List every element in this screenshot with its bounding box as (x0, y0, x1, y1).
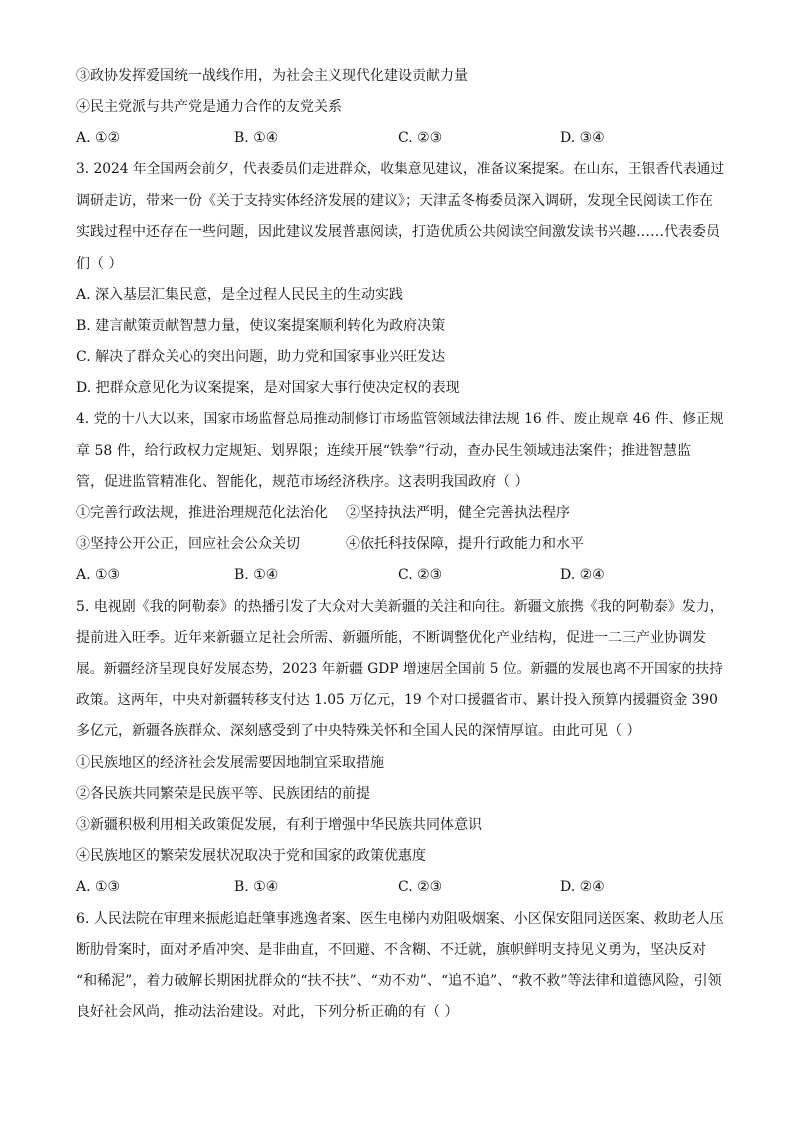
q4-items-row-1 (76, 503, 726, 523)
q4-option-d[interactable]: D. ②④ (560, 567, 605, 583)
q4-item-3: ③坚持公开公正，回应社会公众关切 (76, 536, 300, 552)
q5-item-1: ①民族地区的经济社会发展需要因地制宜采取措施 (76, 755, 384, 771)
q3-option-c[interactable]: C. 解决了群众关心的突出问题，助力党和国家事业兴旺发达 (76, 349, 446, 365)
q4-options (76, 565, 726, 585)
q6-stem-line-4: 良好社会风尚，推动法治建设。对此，下列分析正确的有（ ） (76, 1004, 459, 1020)
q5-item-4: ④民族地区的繁荣发展状况取决于党和国家的政策优惠度 (76, 848, 426, 864)
q4-stem-line-2: 章 58 件，给行政权力定规矩、划界限；连续开展“铁拳”行动，查办民生领域违法案件；推进智慧监 (76, 443, 692, 459)
q4-option-a[interactable]: A. ①③ (76, 567, 121, 583)
q5-item-3: ③新疆积极利用相关政策促发展，有利于增强中华民族共同体意识 (76, 817, 482, 833)
q5-option-a[interactable]: A. ①③ (76, 879, 121, 895)
q2-option-a[interactable]: A. ①② (76, 130, 121, 146)
q3-option-d[interactable]: D. 把群众意见化为议案提案，是对国家大事行使决定权的表现 (76, 380, 460, 396)
q3-option-b[interactable]: B. 建言献策贡献智慧力量，使议案提案顺利转化为政府决策 (76, 318, 446, 334)
q2-option-c[interactable]: C. ②③ (398, 130, 443, 146)
q5-stem-line-5: 多亿元，新疆各族群众、深刻感受到了中央特殊关怀和全国人民的深情厚谊。由此可见（ ） (76, 723, 641, 739)
q3-stem-line-3: 实践过程中还存在一些问题，因此建议发展普惠阅读，打造优质公共阅读空间激发读书兴趣……代表委员 (76, 224, 720, 240)
q5-stem-line-3: 展。新疆经济呈现良好发展态势，2023 年新疆 GDP 增速居全国前 5 位。新疆的发展也离不开国家的扶持 (76, 661, 723, 677)
q4-item-4: ④依托科技保障，提升行政能力和水平 (346, 536, 584, 552)
q4-stem-line-1: 4. 党的十八大以来，国家市场监督总局推动制修订市场监管领域法律法规 16 件、废止规章 46 件、修正规 (76, 411, 724, 427)
q4-option-b[interactable]: B. ①④ (234, 567, 279, 583)
q2-option-b[interactable]: B. ①④ (234, 130, 279, 146)
q4-item-1: ①完善行政法规，推进治理规范化法治化 (76, 505, 328, 521)
statement-3: ③政协发挥爱国统一战线作用，为社会主义现代化建设贡献力量 (76, 68, 468, 84)
q3-stem-line-4: 们（ ） (76, 256, 123, 272)
q2-options (76, 128, 726, 148)
q6-stem-line-2: 断肋骨案时，面对矛盾冲突、是非曲直，不回避、不含糊、不迁就，旗帜鲜明支持见义勇为，坚决反对 (76, 942, 706, 958)
q5-options (76, 877, 726, 897)
statement-4: ④民主党派与共产党是通力合作的友党关系 (76, 99, 342, 115)
q5-stem-line-4: 政策。这两年，中央对新疆转移支付达 1.05 万亿元，19 个对口援疆省市、累计投入预算内援疆资金 390 (76, 692, 718, 708)
q3-stem-line-2: 调研走访，带来一份《关于支持实体经济发展的建议》；天津孟冬梅委员深入调研，发现全民阅读工作在 (76, 193, 713, 209)
q6-stem-line-1: 6. 人民法院在审理来振彪追赶肇事逃逸者案、医生电梯内劝阻吸烟案、小区保安阻同送医案、救助老人压 (76, 911, 724, 927)
q4-items-row-2 (76, 534, 726, 554)
q3-stem-line-1: 3. 2024 年全国两会前夕，代表委员们走进群众，收集意见建议，准备议案提案。在山东，王银香代表通过 (76, 161, 725, 177)
q3-option-a[interactable]: A. 深入基层汇集民意，是全过程人民民主的生动实践 (76, 287, 404, 303)
q5-stem-line-1: 5. 电视剧《我的阿勒泰》的热播引发了大众对大美新疆的关注和向往。新疆文旅携《我的阿勒泰》发力， (76, 599, 724, 615)
q5-option-d[interactable]: D. ②④ (560, 879, 605, 895)
q4-item-2: ②坚持执法严明，健全完善执法程序 (346, 505, 570, 521)
q6-stem-line-3: “和稀泥”，着力破解长期困扰群众的“扶不扶”、“劝不劝”、“追不追”、“救不救”等法律和道德风险，引领 (76, 973, 722, 989)
q4-stem-line-3: 管，促进监管精准化、智能化，规范市场经济秩序。这表明我国政府（ ） (76, 474, 529, 490)
q5-stem-line-2: 提前进入旺季。近年来新疆立足社会所需、新疆所能，不断调整优化产业结构，促进一二三产业协调发 (76, 630, 706, 646)
q4-option-c[interactable]: C. ②③ (398, 567, 443, 583)
q5-item-2: ②各民族共同繁荣是民族平等、民族团结的前提 (76, 786, 370, 802)
q5-option-c[interactable]: C. ②③ (398, 879, 443, 895)
q5-option-b[interactable]: B. ①④ (234, 879, 279, 895)
q2-option-d[interactable]: D. ③④ (560, 130, 605, 146)
